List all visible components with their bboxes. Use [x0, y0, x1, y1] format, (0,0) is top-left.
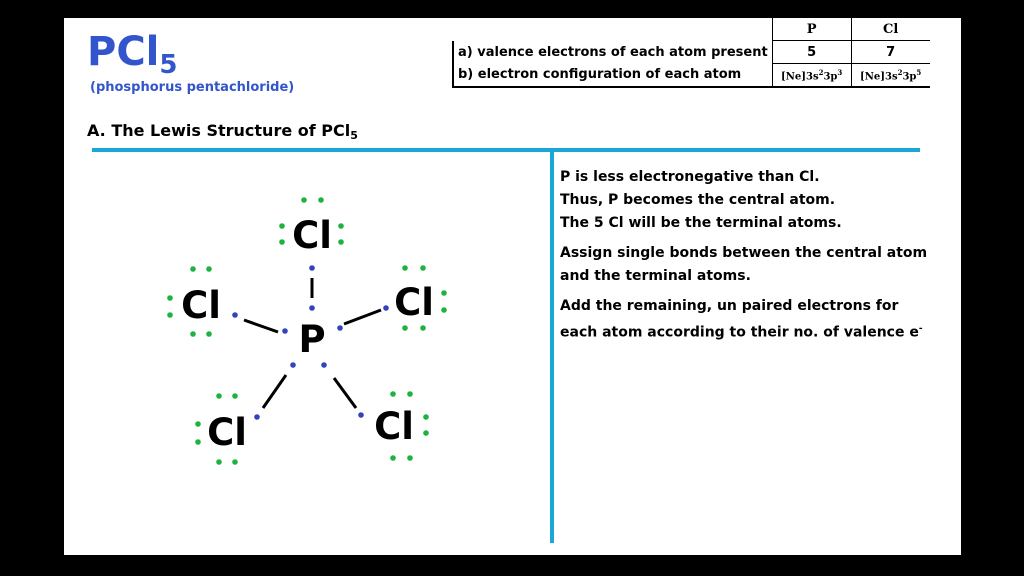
- note-paragraph-1: P is less electronegative than Cl. Thus, P becomes the central atom. The 5 Cl will be the terminal atoms.: [560, 169, 842, 231]
- vertical-divider: [550, 152, 554, 543]
- row-a-label: a) valence electrons of each atom present: [453, 41, 772, 64]
- compound-name: (phosphorus pentachloride): [90, 80, 295, 95]
- page-title: PCl$_5$: [87, 29, 178, 80]
- section-heading: A. The Lewis Structure of PCl$_5$: [87, 121, 358, 142]
- header-cl: Cl: [851, 18, 930, 41]
- bond-electron: [232, 312, 238, 318]
- bond-electron: [337, 325, 343, 331]
- atoms: [181, 214, 434, 454]
- note-paragraph-2: Assign single bonds between the central atom and the terminal atoms.: [560, 245, 928, 284]
- header-p: P: [772, 18, 851, 41]
- atom-cl-lower-right: Cl: [374, 405, 414, 448]
- atom-p: P: [298, 318, 326, 361]
- bond-electron: [383, 305, 389, 311]
- config-p: $[Ne]3s^23p^3$: [772, 64, 851, 88]
- bond-electron: [254, 414, 260, 420]
- row-b-label: b) electron configuration of each atom: [453, 64, 772, 88]
- bond-electron: [290, 362, 296, 368]
- config-cl: $[Ne]3s^23p^5$: [851, 64, 930, 88]
- bond-lower-right: [334, 378, 356, 408]
- atom-cl-top: Cl: [292, 214, 332, 257]
- atom-cl-right: Cl: [394, 281, 434, 324]
- atom-cl-lower-left: Cl: [207, 411, 247, 454]
- bond-electron: [358, 412, 364, 418]
- atom-cl-left: Cl: [181, 284, 221, 327]
- bond-left: [244, 320, 278, 332]
- slide: [64, 18, 961, 555]
- bond-electron: [309, 305, 315, 311]
- bond-electron: [309, 265, 315, 271]
- bond-electron: [282, 328, 288, 334]
- bond-lower-left: [263, 375, 286, 408]
- valence-cl: 7: [851, 41, 930, 64]
- lewis-structure-diagram: [64, 18, 550, 555]
- bond-right: [344, 310, 381, 324]
- bond-electron: [321, 362, 327, 368]
- explanation-notes: [560, 166, 955, 352]
- note-paragraph-3: Add the remaining, un paired electrons for each atom according to their no. of valence e-: [560, 298, 923, 341]
- valence-p: 5: [772, 41, 851, 64]
